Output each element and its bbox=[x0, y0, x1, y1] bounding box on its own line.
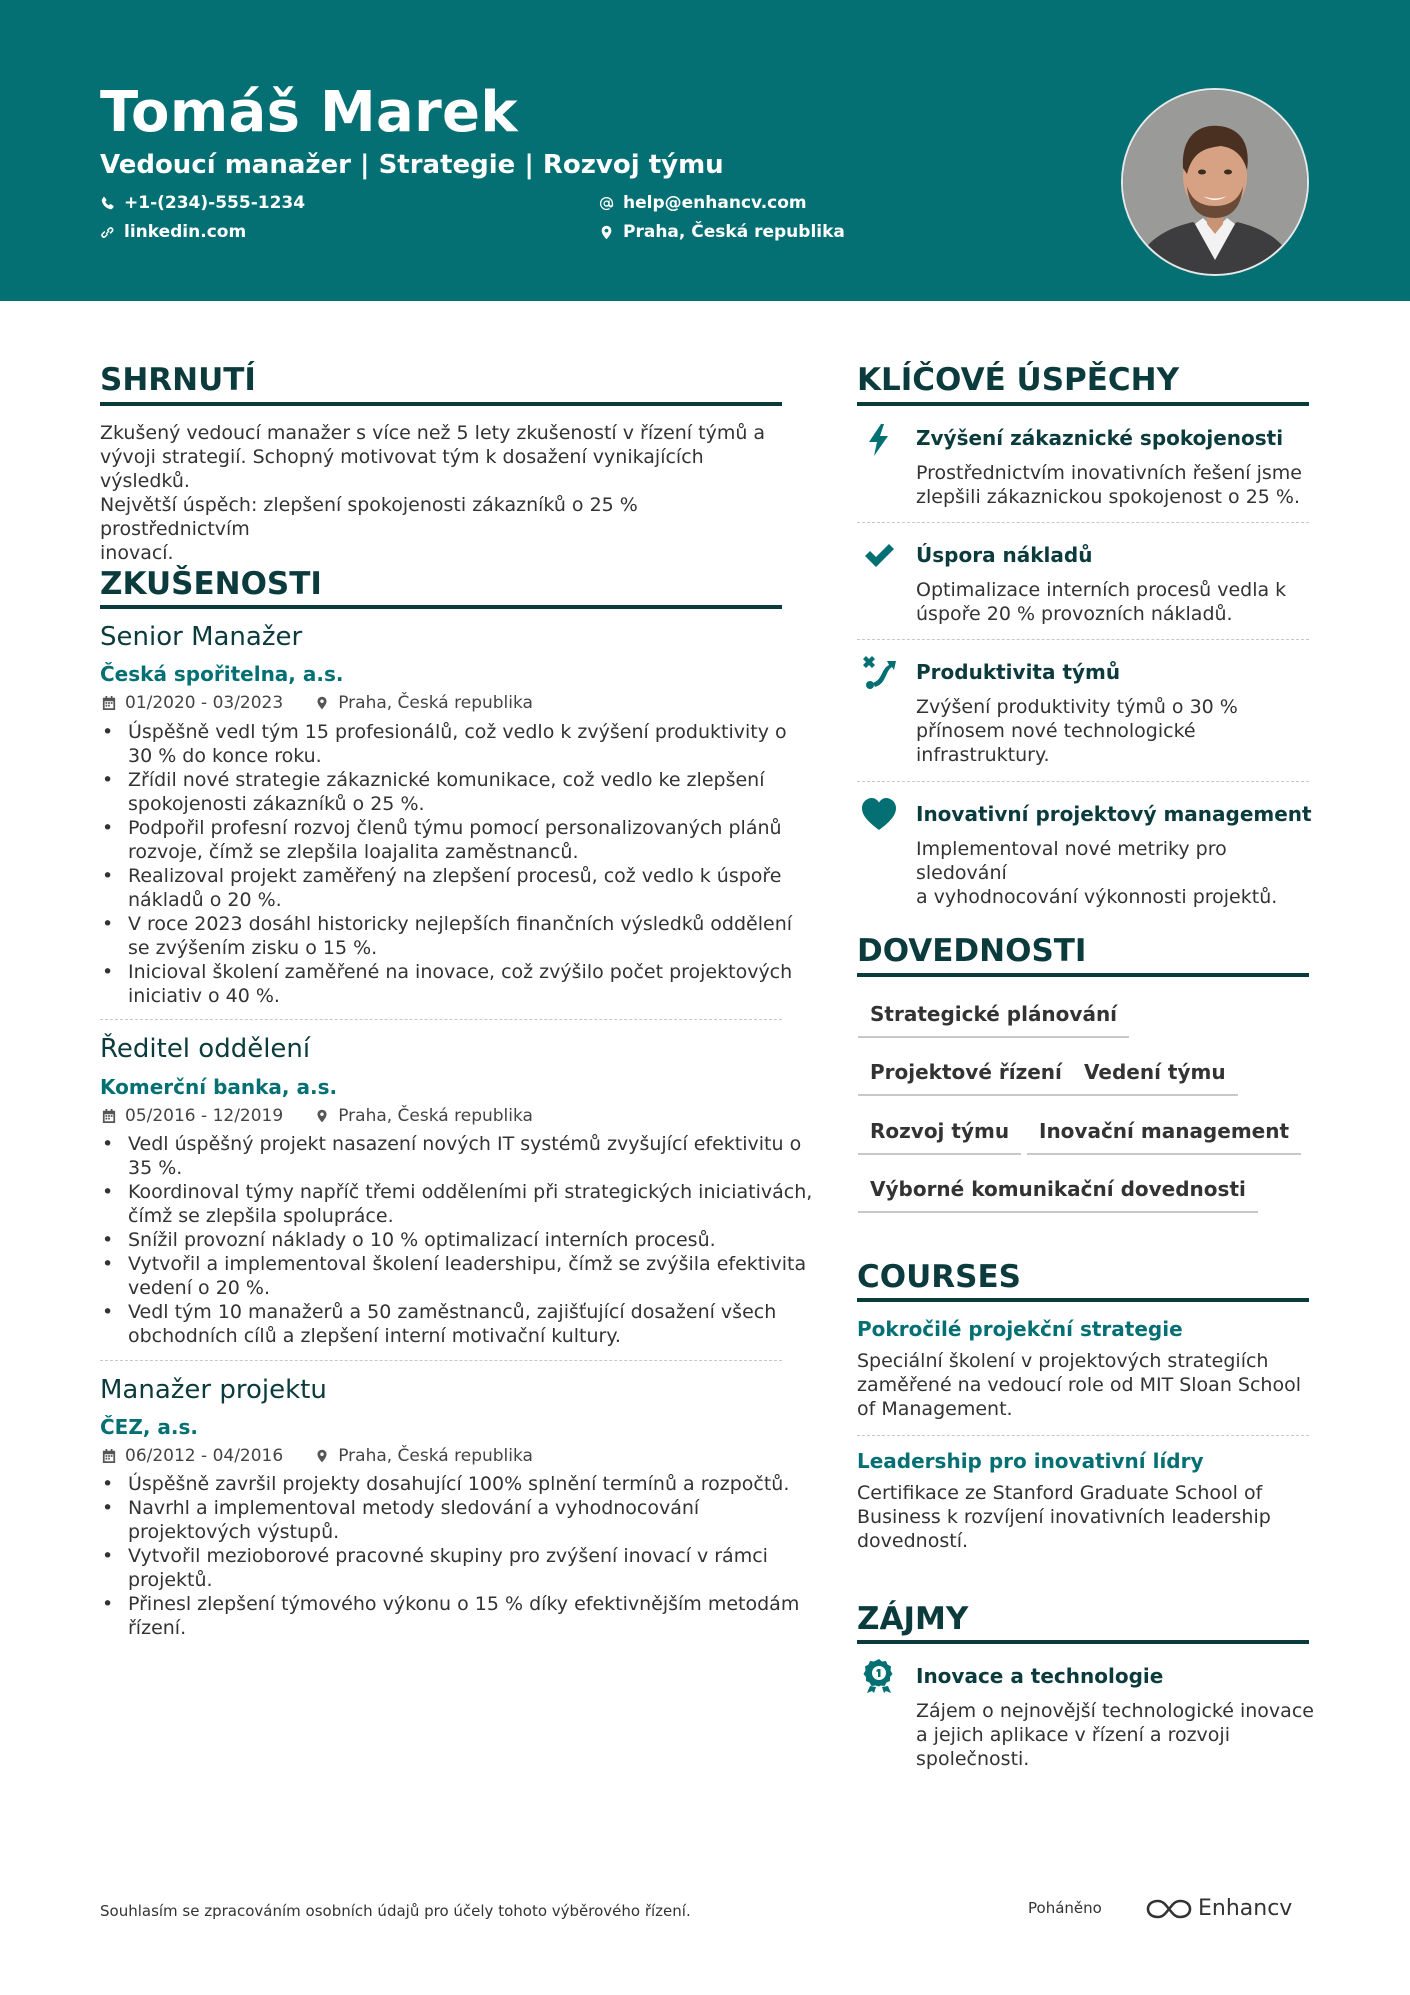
company-name: Komerční banka, a.s. bbox=[100, 1075, 338, 1099]
bullet-item: • Realizoval projekt zaměřený na zlepšení procesů, což vedlo k úspoře nákladů o 20 %. bbox=[128, 864, 818, 912]
calendar-icon bbox=[102, 696, 116, 710]
job-divider bbox=[100, 1019, 782, 1020]
interests-heading: ZÁJMY bbox=[857, 1601, 969, 1637]
contact-phone[interactable] bbox=[100, 193, 305, 213]
achievement-title: Úspora nákladů bbox=[916, 543, 1093, 567]
enhancv-logo[interactable] bbox=[1146, 1896, 1292, 1921]
email-text: help@enhancv.com bbox=[623, 193, 807, 213]
course-title: Leadership pro inovativní lídry bbox=[857, 1449, 1204, 1473]
skill-tag: Strategické plánování bbox=[858, 1002, 1129, 1038]
achievement-text: Implementoval nové metriky pro sledování a vyhodnocování výkonnosti projektů. bbox=[916, 838, 1278, 908]
bullet-item: • Úspěšně završil projekty dosahující 100% splnění termínů a rozpočtů. bbox=[128, 1472, 818, 1496]
bullet-item: • Navrhl a implementoval metody sledování a vyhodnocování projektových výstupů. bbox=[128, 1496, 818, 1544]
job-location: Praha, Česká republika bbox=[338, 1106, 533, 1126]
summary-heading: SHRNUTÍ bbox=[100, 362, 256, 398]
consent-text: Souhlasím se zpracováním osobních údajů pro účely tohoto výběrového řízení. bbox=[100, 1902, 691, 1920]
job-bullets bbox=[100, 1132, 818, 1348]
job-bullets bbox=[100, 720, 818, 1008]
job-meta bbox=[102, 1446, 533, 1466]
phone-icon bbox=[100, 196, 115, 211]
at-sign-icon bbox=[599, 196, 614, 211]
job-dates: 01/2020 - 03/2023 bbox=[125, 693, 284, 713]
job-meta bbox=[102, 1106, 533, 1126]
course-text: Certifikace ze Stanford Graduate School of Business k rozvíjení inovativních leadership dovedností. bbox=[857, 1482, 1271, 1552]
bullet-item: • Vedl úspěšný projekt nasazení nových IT systémů zvyšující efektivitu o 35 %. bbox=[128, 1132, 818, 1180]
summary-rule bbox=[100, 402, 782, 406]
linkedin-text: linkedin.com bbox=[124, 222, 247, 242]
job-title: Senior Manažer bbox=[100, 622, 303, 652]
achievement-text: Zvýšení produktivity týmů o 30 % přínosem nové technologické infrastruktury. bbox=[916, 696, 1238, 766]
job-meta bbox=[102, 693, 533, 713]
link-icon bbox=[100, 225, 115, 240]
summary-text: Zkušený vedoucí manažer s více než 5 lety zkušeností v řízení týmů a vývoji strategií. Schopný motivovat tým k dosažení vynikajících výsledků. Největší úspěch: zlepšení spokojenosti zákazníků o 25 % prostřednictvím inovací. bbox=[100, 422, 766, 564]
location-text: Praha, Česká republika bbox=[623, 222, 845, 242]
contact-email[interactable] bbox=[599, 193, 807, 213]
profile-photo bbox=[1121, 88, 1309, 276]
job-location: Praha, Česká republika bbox=[338, 1446, 533, 1466]
skill-tag: Vedení týmu bbox=[1072, 1060, 1238, 1096]
contact-linkedin[interactable] bbox=[100, 222, 246, 242]
bullet-item: • Vedl tým 10 manažerů a 50 zaměstnanců, zajišťující dosažení všech obchodních cílů a zlepšení interní motivační kultury. bbox=[128, 1300, 818, 1348]
checkmark-icon bbox=[861, 538, 897, 574]
bullet-item: • Podpořil profesní rozvoj členů týmu pomocí personalizovaných plánů rozvoje, čímž se zlepšila loajalita zaměstnanců. bbox=[128, 816, 818, 864]
candidate-name: Tomáš Marek bbox=[100, 80, 518, 145]
job-title: Manažer projektu bbox=[100, 1375, 327, 1405]
job-bullets bbox=[100, 1472, 818, 1640]
job-location: Praha, Česká republika bbox=[338, 693, 533, 713]
company-name: ČEZ, a.s. bbox=[100, 1415, 198, 1439]
bullet-item: • Vytvořil mezioborové pracovné skupiny pro zvýšení inovací v rámci projektů. bbox=[128, 1544, 818, 1592]
enhancv-logo-text: Enhancv bbox=[1198, 1896, 1293, 1921]
interests-rule bbox=[857, 1640, 1309, 1644]
location-pin-icon bbox=[315, 696, 329, 710]
calendar-icon bbox=[102, 1109, 116, 1123]
achievement-divider bbox=[857, 522, 1309, 523]
bullet-item: • V roce 2023 dosáhl historicky nejlepších finančních výsledků oddělení se zvýšením zisku o 15 %. bbox=[128, 912, 818, 960]
bullet-item: • Úspěšně vedl tým 15 profesionálů, což vedlo k zvýšení produktivity o 30 % do konce roku. bbox=[128, 720, 818, 768]
skills-heading: DOVEDNOSTI bbox=[857, 933, 1087, 969]
enhancv-logo-icon bbox=[1146, 1897, 1192, 1921]
calendar-icon bbox=[102, 1449, 116, 1463]
experience-heading: ZKUŠENOSTI bbox=[100, 566, 322, 602]
achievement-divider bbox=[857, 639, 1309, 640]
award-ribbon-icon bbox=[861, 1658, 897, 1694]
bullet-item: • Snížil provozní náklady o 10 % optimalizací interních procesů. bbox=[128, 1228, 818, 1252]
achievement-text: Prostřednictvím inovativních řešení jsme zlepšili zákaznickou spokojenost o 25 %. bbox=[916, 462, 1302, 508]
interest-title: Inovace a technologie bbox=[916, 1664, 1164, 1688]
job-divider bbox=[100, 1360, 782, 1361]
achievement-text: Optimalizace interních procesů vedla k úspoře 20 % provozních nákladů. bbox=[916, 579, 1287, 625]
courses-rule bbox=[857, 1298, 1309, 1302]
skills-rule bbox=[857, 973, 1309, 977]
interest-text: Zájem o nejnovější technologické inovace a jejich aplikace v řízení a rozvoji společnosti. bbox=[916, 1700, 1314, 1770]
skill-tag: Rozvoj týmu bbox=[858, 1119, 1021, 1155]
contact-location bbox=[599, 222, 845, 242]
bullet-item: • Koordinoval týmy napříč třemi odděleními při strategických iniciativách, čímž se zlepšila spolupráce. bbox=[128, 1180, 818, 1228]
location-pin-icon bbox=[599, 225, 614, 240]
lightning-icon bbox=[861, 422, 897, 458]
achievement-title: Zvýšení zákaznické spokojenosti bbox=[916, 426, 1284, 450]
bullet-item: • Vytvořil a implementoval školení leadershipu, čímž se zvýšila efektivita vedení o 20 %. bbox=[128, 1252, 818, 1300]
job-title: Ředitel oddělení bbox=[100, 1034, 311, 1064]
company-name: Česká spořitelna, a.s. bbox=[100, 662, 344, 686]
course-divider bbox=[857, 1435, 1309, 1436]
course-text: Speciální školení v projektových strategiích zaměřené na vedoucí role od MIT Sloan School of Management. bbox=[857, 1350, 1301, 1420]
experience-rule bbox=[100, 605, 782, 609]
job-dates: 05/2016 - 12/2019 bbox=[125, 1106, 284, 1126]
bullet-item: • Inicioval školení zaměřené na inovace, což zvýšilo počet projektových iniciativ o 40 %. bbox=[128, 960, 818, 1008]
skill-tag: Výborné komunikační dovednosti bbox=[858, 1177, 1258, 1213]
skill-tag: Inovační management bbox=[1027, 1119, 1301, 1155]
heart-icon bbox=[861, 797, 897, 833]
powered-by-text: Poháněno bbox=[1028, 1899, 1102, 1917]
achievement-divider bbox=[857, 781, 1309, 782]
bullet-item: • Přinesl zlepšení týmového výkonu o 15 % díky efektivnějším metodám řízení. bbox=[128, 1592, 818, 1640]
candidate-title: Vedoucí manažer | Strategie | Rozvoj týmu bbox=[100, 150, 724, 180]
achievement-title: Produktivita týmů bbox=[916, 660, 1121, 684]
courses-heading: COURSES bbox=[857, 1259, 1021, 1295]
strategy-path-icon bbox=[861, 655, 897, 691]
course-title: Pokročilé projekční strategie bbox=[857, 1317, 1183, 1341]
location-pin-icon bbox=[315, 1449, 329, 1463]
portrait-illustration bbox=[1123, 90, 1307, 274]
achievement-title: Inovativní projektový management bbox=[916, 802, 1312, 826]
location-pin-icon bbox=[315, 1109, 329, 1123]
job-dates: 06/2012 - 04/2016 bbox=[125, 1446, 284, 1466]
achievements-rule bbox=[857, 402, 1309, 406]
phone-text: +1-(234)-555-1234 bbox=[124, 193, 306, 213]
bullet-item: • Zřídil nové strategie zákaznické komunikace, což vedlo ke zlepšení spokojenosti zákazníků o 25 %. bbox=[128, 768, 818, 816]
skill-tag: Projektové řízení bbox=[858, 1060, 1074, 1096]
achievements-heading: KLÍČOVÉ ÚSPĚCHY bbox=[857, 362, 1180, 398]
